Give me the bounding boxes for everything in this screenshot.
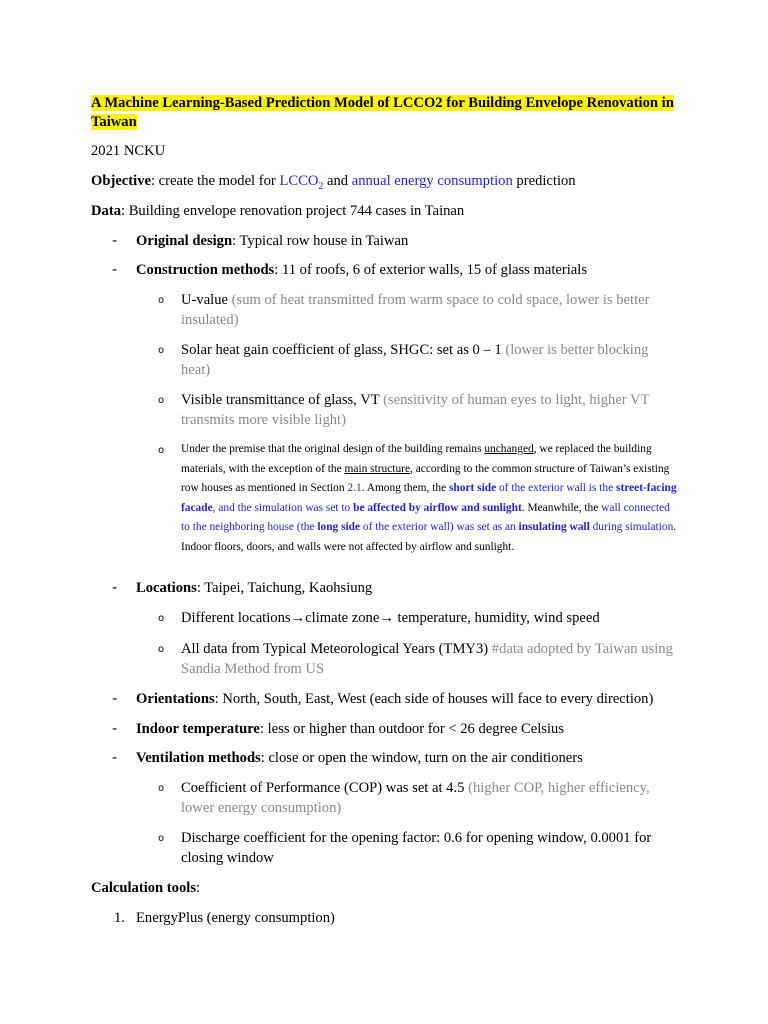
- orientations-item: Orientations: North, South, East, West (each side of houses will face to every direction): [136, 691, 654, 707]
- construction-methods-item: Construction methods: 11 of roofs, 6 of exterior walls, 15 of glass materials: [136, 262, 587, 278]
- dash-bullet: -: [112, 232, 118, 249]
- indoor-temperature-item: Indoor temperature: less or higher than outdoor for < 26 degree Celsius: [136, 721, 565, 737]
- dash-bullet: -: [112, 690, 118, 707]
- tool-number: 1.: [114, 910, 125, 926]
- objective-label: Objective: [91, 173, 151, 189]
- circle-bullet: o: [158, 345, 165, 356]
- dash-bullet: -: [112, 720, 118, 737]
- energyplus-item: EnergyPlus (energy consumption): [136, 910, 335, 926]
- locations-item: Locations: Taipei, Taichung, Kaohsiung: [136, 580, 373, 596]
- cop-item: Coefficient of Performance (COP) was set at 4.5 (higher COP, higher efficiency, lower energy consumption): [181, 780, 650, 816]
- objective-line: Objective: create the model for $LCCO_2$ and annual energy consumption prediction: [91, 173, 576, 192]
- data-line: Data: Building envelope renovation project 744 cases in Tainan: [91, 203, 465, 219]
- circle-bullet: o: [158, 445, 165, 456]
- ventilation-methods-item: Ventilation methods: close or open the window, turn on the air conditioners: [136, 750, 583, 766]
- tmy3-item: All data from Typical Meteorological Years (TMY3) #data adopted by Taiwan using Sandia Method from US: [181, 641, 673, 677]
- different-locations-item: Different locations→climate zone→ temperature, humidity, wind speed: [181, 610, 600, 626]
- circle-bullet: o: [158, 783, 165, 794]
- circle-bullet: o: [158, 395, 165, 406]
- arrow-right-icon: →: [290, 610, 306, 626]
- annual-energy-term: annual energy consumption: [351, 173, 513, 189]
- dash-bullet: -: [112, 579, 118, 596]
- premise-paragraph: Under the premise that the original design of the building remains unchanged, we replaced the building materials, with the exception of the main structure, according to the common structure of Taiwan’s existing row houses as mentioned in Section 2.1. Among them, the short side of the exterior wall is the street-facing facade, and the simulation was set to be affected by airflow and sunlight. Meanwhile, the wall connected to the neighboring house (the long side of the exterior wall) was set as an insulating wall during simulation. Indoor floors, doors, and walls were not affected by airflow and sunlight.: [181, 443, 677, 553]
- original-design-item: Original design: Typical row house in Taiwan: [136, 233, 409, 249]
- arrow-right-icon: →: [379, 610, 394, 626]
- subtitle: 2021 NCKU: [91, 143, 166, 159]
- dash-bullet: -: [112, 261, 118, 278]
- discharge-coefficient-item: Discharge coefficient for the opening factor: 0.6 for opening window, 0.0001 for closing window: [181, 830, 652, 866]
- title-text: A Machine Learning-Based Prediction Model of LCCO2 for Building Envelope Renovation in Taiwan: [91, 95, 674, 130]
- data-label: Data: [91, 203, 121, 219]
- calculation-tools-heading: Calculation tools:: [91, 880, 201, 896]
- document-title: [91, 94, 691, 132]
- circle-bullet: o: [158, 613, 165, 624]
- lcco2-term: $LCCO_2$: [279, 173, 324, 192]
- shgc-item: Solar heat gain coefficient of glass, SHGC: set as 0 – 1 (lower is better blocking heat): [181, 342, 649, 378]
- circle-bullet: o: [158, 295, 165, 306]
- vt-item: Visible transmittance of glass, VT (sensitivity of human eyes to light, higher VT transmits more visible light): [181, 392, 650, 428]
- dash-bullet: -: [112, 749, 118, 766]
- circle-bullet: o: [158, 644, 165, 655]
- circle-bullet: o: [158, 833, 165, 844]
- u-value-item: U-value (sum of heat transmitted from warm space to cold space, lower is better insulated): [181, 292, 650, 328]
